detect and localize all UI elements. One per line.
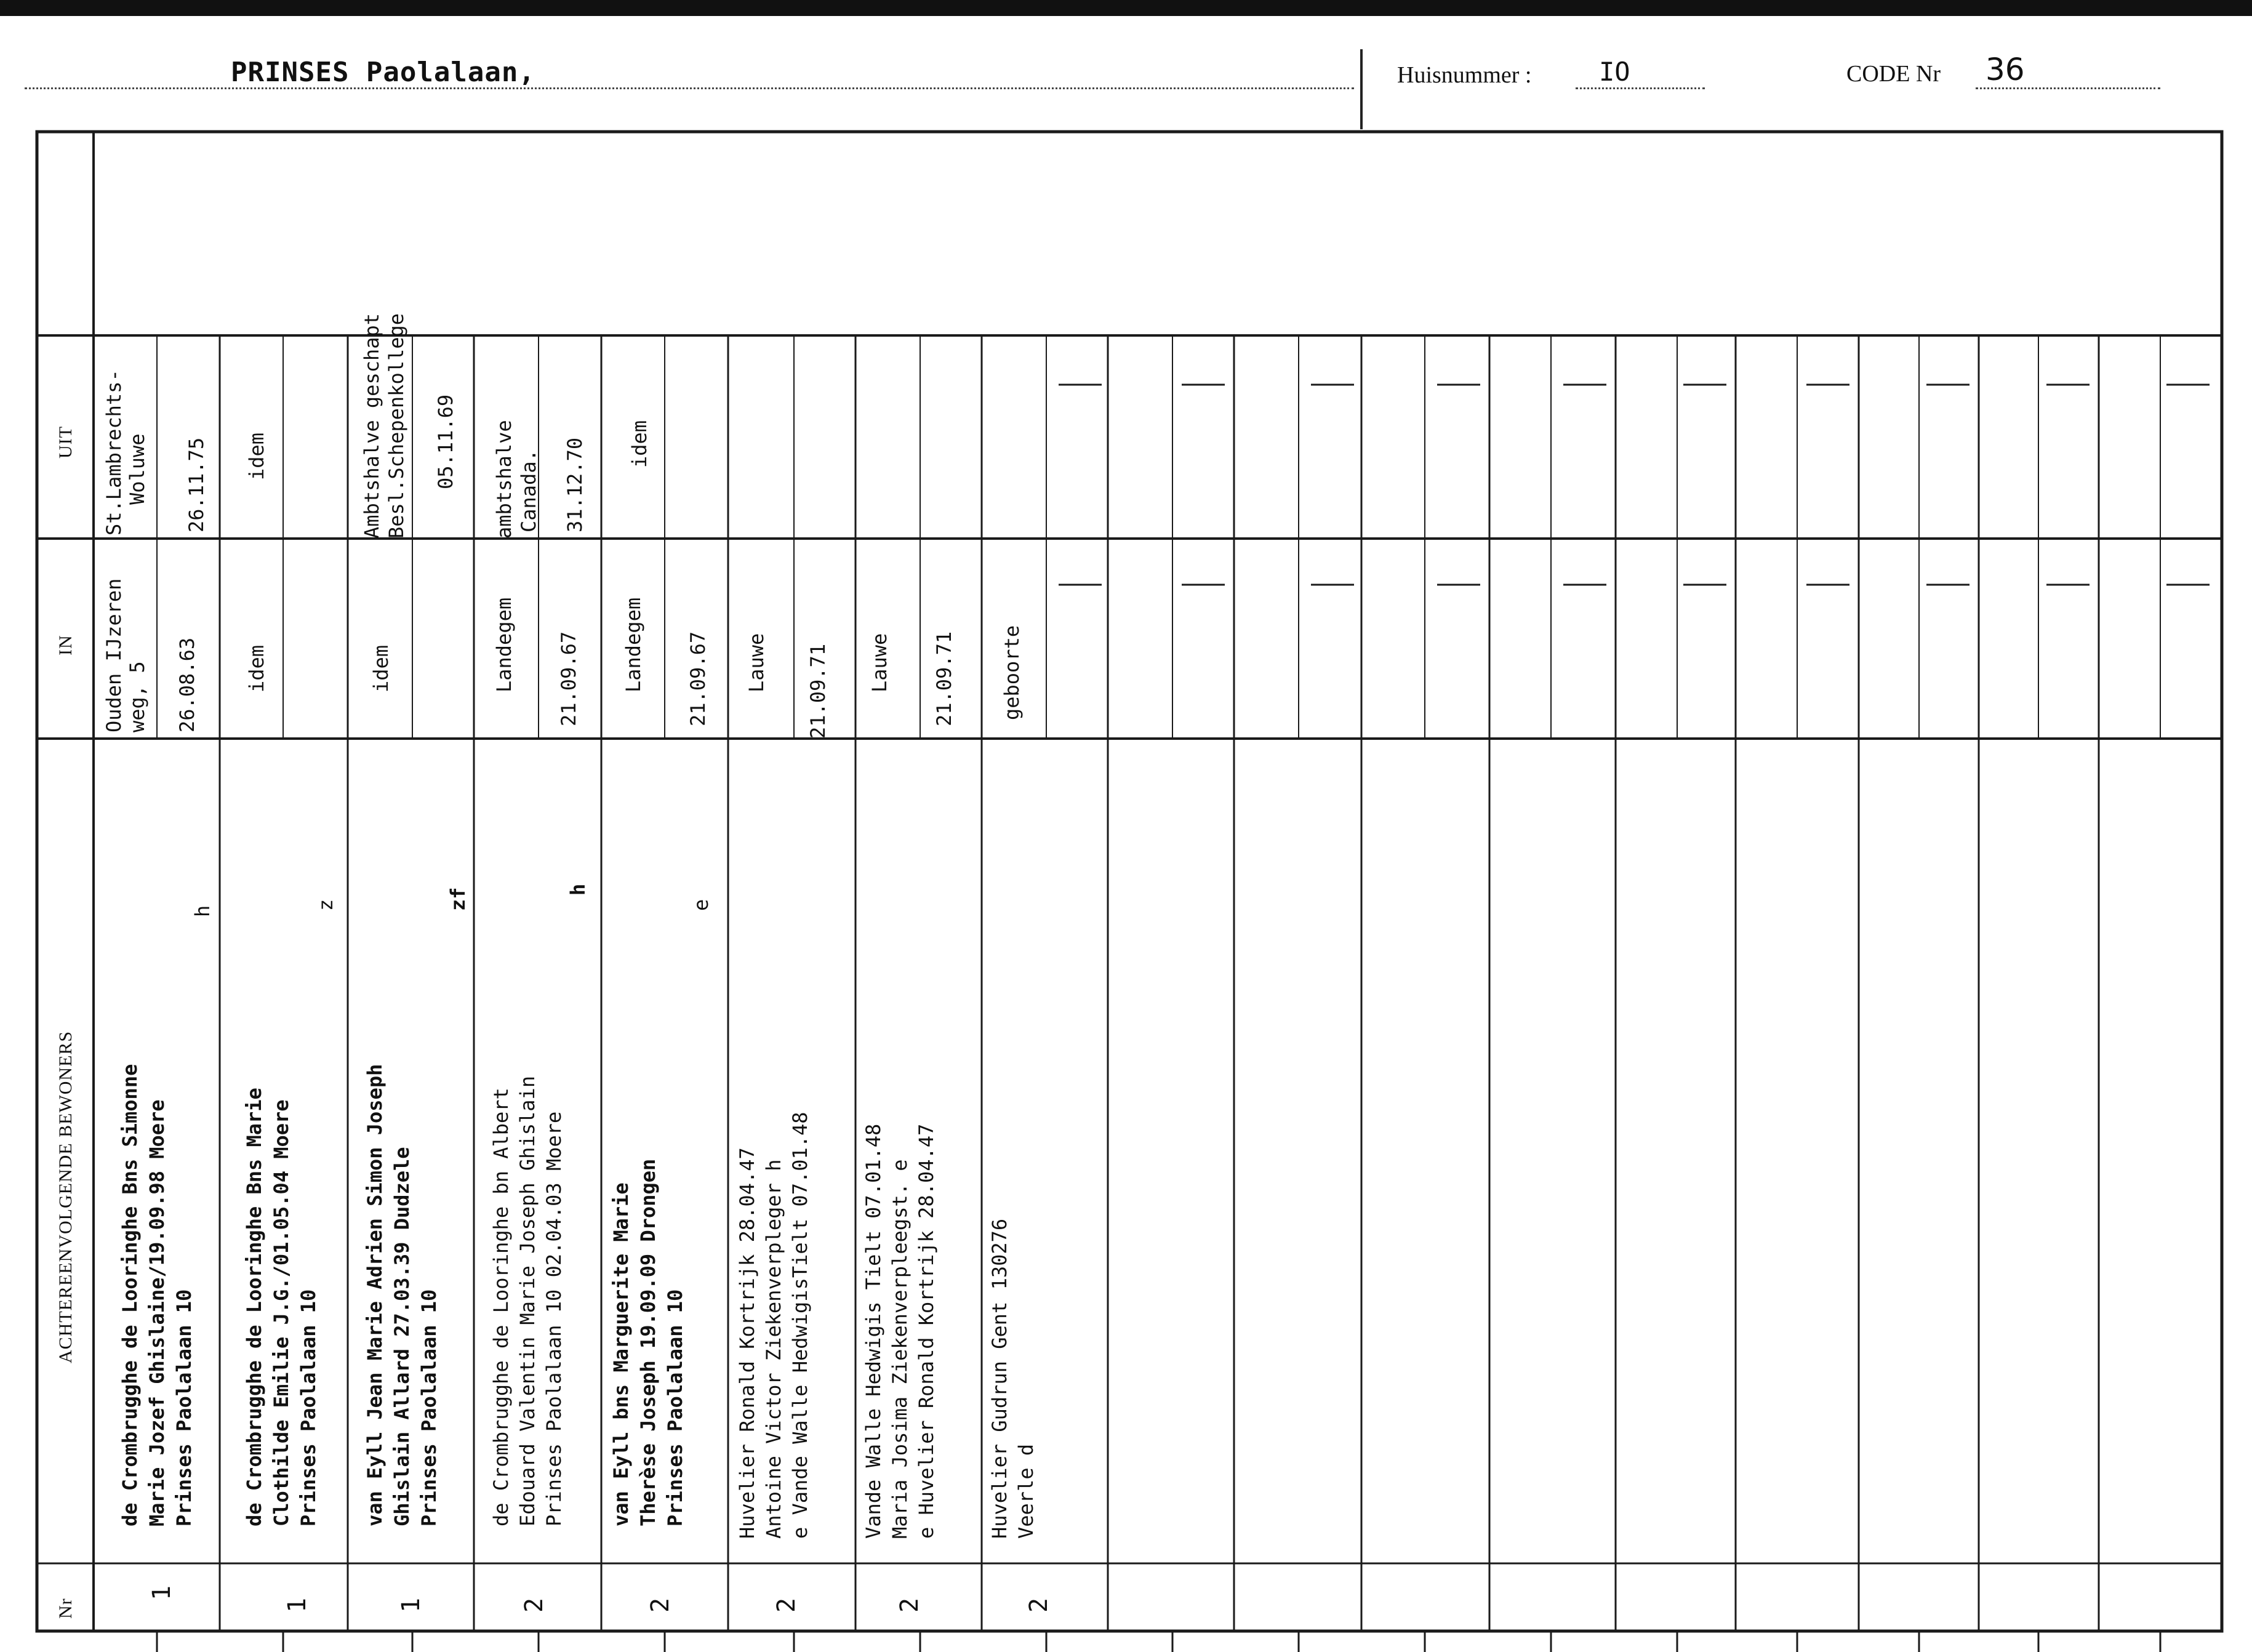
in-place: weg, 5 <box>126 661 149 732</box>
resident-line: Prinses Paolalaan 10 02.04.03 Moere <box>542 1111 566 1526</box>
row-nr: 1 <box>397 1597 425 1613</box>
in-date: 21.09.71 <box>806 643 830 739</box>
resident-line: Prinses Paolalaan 10 <box>297 1289 320 1526</box>
resident-line: Vande Walle Hedwigis Tielt 07.01.48 <box>862 1123 885 1539</box>
out-place: idem <box>245 432 268 480</box>
resident-mark: h <box>191 905 214 917</box>
column-label-residents: ACHTEREENVOLGENDE BEWONERS <box>55 1030 76 1363</box>
resident-line: e Huvelier Ronald Kortrijk 28.04.47 <box>915 1123 938 1539</box>
in-place: Landegem <box>492 597 516 692</box>
resident-line: de Crombrugghe de Looringhe Bns Simonne <box>118 1064 142 1526</box>
out-place: Ambtshalve geschapt <box>360 313 383 539</box>
in-date: 21.09.71 <box>932 631 956 726</box>
in-date: 21.09.67 <box>686 631 710 726</box>
resident-line: van Eyll bns Marguerite Marie <box>609 1182 633 1526</box>
column-label-in: IN <box>55 635 76 656</box>
resident-line: Veerle d <box>1014 1443 1038 1539</box>
row-nr: 2 <box>1025 1597 1053 1613</box>
row-nr: 2 <box>896 1597 924 1613</box>
out-date: 26.11.75 <box>185 437 208 532</box>
row-nr: 1 <box>283 1597 311 1613</box>
in-date: 21.09.67 <box>557 631 580 726</box>
resident-line: de Crombrugghe de Looringhe bn Albert <box>489 1088 513 1526</box>
row-nr: 1 <box>148 1585 176 1600</box>
resident-line: Huvelier Ronald Kortrijk 28.04.47 <box>735 1147 759 1539</box>
out-place: Canada. <box>517 449 540 532</box>
resident-mark: h <box>566 883 590 896</box>
out-place: ambtshalve <box>492 420 516 539</box>
row-nr: 2 <box>520 1597 548 1613</box>
out-date: 31.12.70 <box>563 437 587 532</box>
row-nr: 2 <box>772 1597 801 1613</box>
resident-mark: e <box>689 899 713 911</box>
column-label-nr: Nr <box>55 1598 76 1619</box>
resident-line: de Crombrugghe de Looringhe Bns Marie <box>242 1088 266 1526</box>
street-name: PRINSES Paolalaan, <box>231 57 535 88</box>
resident-line: Clothilde Emilie J.G./01.05.04 Moere <box>270 1099 293 1526</box>
in-place: idem <box>369 644 393 692</box>
in-place: Lauwe <box>868 633 891 692</box>
resident-line: Ghislain Allard 27.03.39 Dudzele <box>390 1147 414 1526</box>
row-nr: 2 <box>646 1597 675 1613</box>
code-value: 36 <box>1986 52 2025 87</box>
in-place: Lauwe <box>745 633 768 692</box>
out-place: Besl.Schepenkollege <box>385 313 408 539</box>
resident-line: Antoine Victor Ziekenverpleger h <box>762 1159 785 1539</box>
resident-line: van Eyll Jean Marie Adrien Simon Joseph <box>363 1064 387 1526</box>
resident-mark: z <box>314 899 337 911</box>
resident-mark: zf <box>446 887 470 911</box>
house-number-value: IO <box>1599 57 1630 87</box>
in-date: 26.08.63 <box>175 637 199 732</box>
in-place: idem <box>245 644 268 692</box>
column-label-out: UIT <box>55 426 76 459</box>
out-date: 05.11.69 <box>434 394 457 489</box>
in-place: Ouden IJzeren <box>102 578 126 732</box>
resident-line: e Vande Walle HedwigisTielt 07.01.48 <box>788 1112 812 1539</box>
out-place: St.Lambrechts- <box>102 369 126 535</box>
resident-line: Therèse Joseph 19.09.09 Drongen <box>636 1158 660 1526</box>
resident-line: Huvelier Gudrun Gent 130276 <box>988 1218 1011 1539</box>
resident-line: Prinses Paolalaan 10 <box>663 1289 687 1526</box>
resident-line: Prinses Paolalaan 10 <box>417 1289 441 1526</box>
house-number-label: Huisnummer : <box>1397 62 1532 88</box>
code-label: CODE Nr <box>1846 61 1941 87</box>
resident-line: Marie Jozef Ghislaine/19.09.98 Moere <box>145 1099 169 1526</box>
in-place: Landegem <box>622 597 645 692</box>
out-place: Woluwe <box>126 433 149 505</box>
resident-line: Maria Josima Ziekenverpleegst. e <box>888 1159 912 1539</box>
out-place: idem <box>628 420 651 468</box>
resident-line: Edouard Valentin Marie Joseph Ghislain <box>516 1075 539 1526</box>
resident-line: Prinses Paolalaan 10 <box>172 1289 196 1526</box>
in-place: geboorte <box>1000 625 1024 720</box>
